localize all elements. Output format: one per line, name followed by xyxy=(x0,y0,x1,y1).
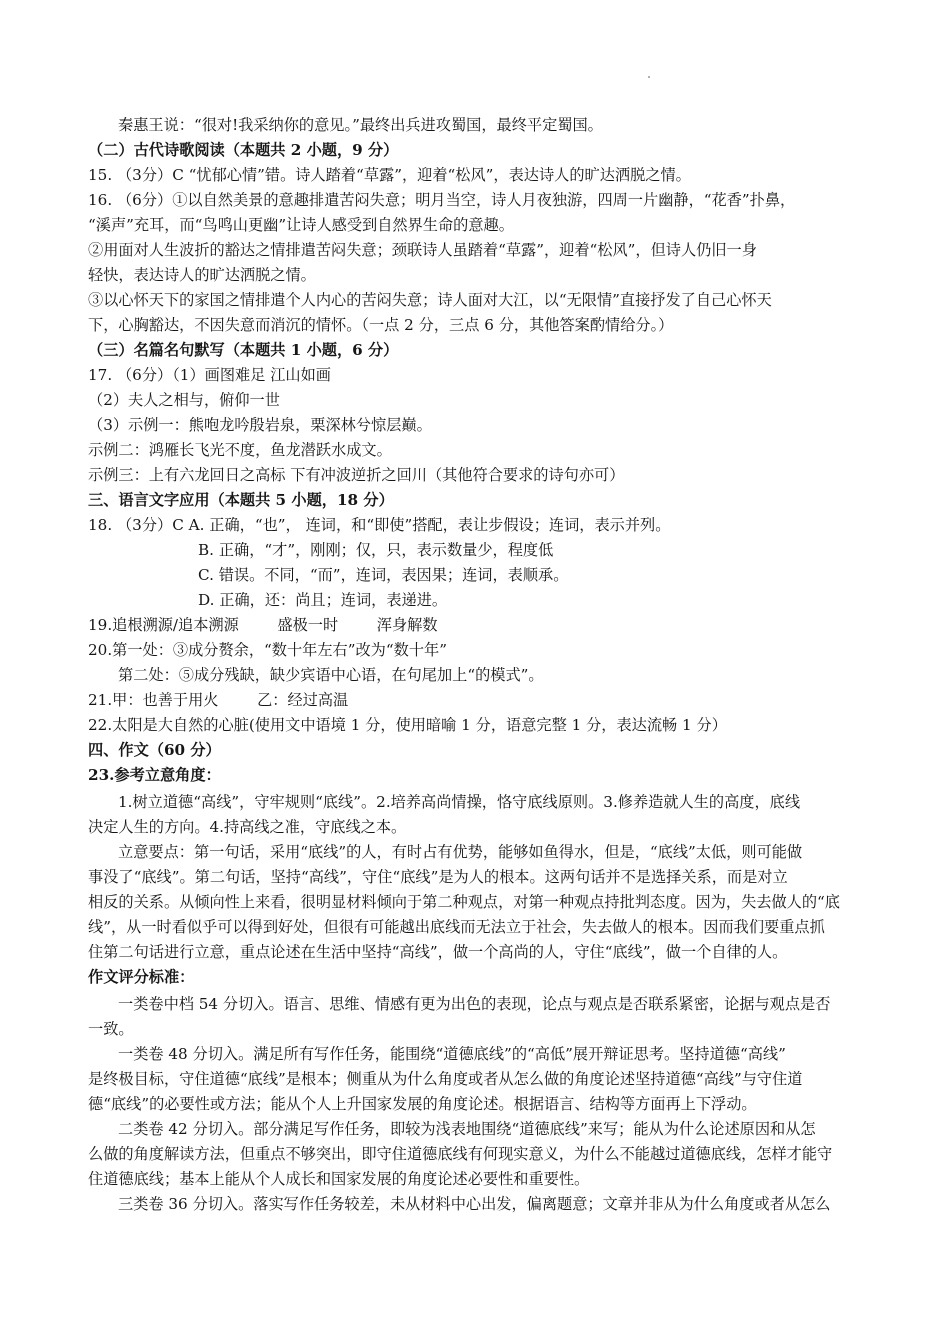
section-heading: 三、语言文字应用（本题共 5 小题，18 分） xyxy=(88,491,394,509)
text-line: 一类卷 48 分切入。满足所有写作任务，能围绕“道德底线”的“高低”展开辩证思考。坚持道德“高线” xyxy=(118,1045,786,1063)
text-line: 三类卷 36 分切入。落实写作任务较差，未从材料中心出发，偏离题意；文章并非从为什么角度或者从怎么 xyxy=(118,1195,831,1213)
option-line: B. 正确，“才”，刚刚；仅，只，表示数量少，程度低 xyxy=(198,541,554,559)
text-line: 事没了“底线”。第二句话，坚持“高线”，守住“底线”是为人的根本。这两句话并不是选择关系，而是对立 xyxy=(88,868,788,886)
text-line: 21.甲：也善于用火 乙：经过高温 xyxy=(88,691,349,709)
text-line: 下，心胸豁达，不因失意而消沉的情怀。（一点 2 分，三点 6 分，其他答案酌情给分。） xyxy=(88,316,674,334)
text-line: “溪声”充耳，而“鸟鸣山更幽”让诗人感受到自然界生命的意趣。 xyxy=(88,216,514,234)
text-line: （3）示例一：熊咆龙吟殷岩泉，栗深林兮惊层巅。 xyxy=(88,416,432,434)
section-heading: （二）古代诗歌阅读（本题共 2 小题，9 分） xyxy=(88,141,399,159)
section-heading: 四、作文（60 分） xyxy=(88,741,221,759)
text-line: 17. （6分）（1）画图难足 江山如画 xyxy=(88,366,331,384)
text-line: ②用面对人生波折的豁达之情排遣苦闷失意；颈联诗人虽踏着“草露”，迎着“松风”，但诗人仍旧一身 xyxy=(88,241,757,259)
text-line: 第二处：⑤成分残缺，缺少宾语中心语，在句尾加上“的模式”。 xyxy=(118,666,544,684)
text-line: 一类卷中档 54 分切入。语言、思维、情感有更为出色的表现，论点与观点是否联系紧密，论据与观点是否 xyxy=(118,995,831,1013)
option-line: C. 错误。不同，“而”，连词，表因果；连词，表顺承。 xyxy=(198,566,569,584)
text-line: 19.追根溯源/追本溯源 盛极一时 浑身解数 xyxy=(88,616,438,634)
text-line: 示例三：上有六龙回日之高标 下有冲波逆折之回川（其他符合要求的诗句亦可） xyxy=(88,466,625,484)
text-line: 住道德底线；基本上能从个人成长和国家发展的角度论述必要性和重要性。 xyxy=(88,1170,590,1188)
text-line: 20.第一处：③成分赘余，“数十年左右”改为“数十年” xyxy=(88,641,447,659)
text-line: 立意要点：第一句话，采用“底线”的人，有时占有优势，能够如鱼得水，但是，“底线”太低，则可能做 xyxy=(118,843,803,861)
text-line: ③以心怀天下的家国之情排遣个人内心的苦闷失意；诗人面对大江，以“无限情”直接抒发了自己心怀天 xyxy=(88,291,772,309)
text-line: 德“底线”的必要性或方法；能从个人上升国家发展的角度论述。根据语言、结构等方面再上下浮动。 xyxy=(88,1095,757,1113)
text-line: 15. （3分）C “忧郁心情”错。诗人踏着“草露”，迎着“松风”，表达诗人的旷达洒脱之情。 xyxy=(88,166,691,184)
text-line: 18. （3分）C A. 正确，“也”， 连词，和“即使”搭配，表让步假设；连词，表示并列。 xyxy=(88,516,671,534)
section-heading: 作文评分标准： xyxy=(88,968,195,986)
text-line: 决定人生的方向。4.持高线之准，守底线之本。 xyxy=(88,818,407,836)
text-line: 是终极目标，守住道德“底线”是根本；侧重从为什么角度或者从怎么做的角度论述坚持道德“高线”与守住道 xyxy=(88,1070,803,1088)
text-line: 相反的关系。从倾向性上来看，很明显材料倾向于第二种观点，对第一种观点持批判态度。因为，失去做人的“底 xyxy=(88,893,840,911)
text-line: 一致。 xyxy=(88,1020,134,1038)
text-line: 示例二：鸿雁长飞光不度，鱼龙潜跃水成文。 xyxy=(88,441,392,459)
section-heading: 23.参考立意角度： xyxy=(88,766,221,784)
text-line: 住第二句话进行立意，重点论述在生活中坚持“高线”，做一个高尚的人，守住“底线”，做一个自律的人。 xyxy=(88,943,788,961)
text-line: 16. （6分）①以自然美景的意趣排遣苦闷失意；明月当空，诗人月夜独游，四周一片幽静，“花香”扑鼻， xyxy=(88,191,796,209)
scan-speck xyxy=(648,76,650,78)
option-line: D. 正确，还：尚且；连词，表递进。 xyxy=(198,591,448,609)
text-line: （2）夫人之相与，俯仰一世 xyxy=(88,391,280,409)
text-line: 22.太阳是大自然的心脏(使用文中语境 1 分，使用暗喻 1 分，语意完整 1 分，表达流畅 1 分） xyxy=(88,716,727,734)
section-heading: （三）名篇名句默写（本题共 1 小题，6 分） xyxy=(88,341,399,359)
text-line: 二类卷 42 分切入。部分满足写作任务，即较为浅表地围绕“道德底线”来写；能从为什么论述原因和从怎 xyxy=(118,1120,816,1138)
text-line: 秦惠王说：“很对!我采纳你的意见。”最终出兵进攻蜀国，最终平定蜀国。 xyxy=(118,116,603,134)
text-line: 么做的角度解读方法，但重点不够突出，即守住道德底线有何现实意义，为什么不能越过道德底线，怎样才能守 xyxy=(88,1145,833,1163)
text-line: 轻快，表达诗人的旷达洒脱之情。 xyxy=(88,266,316,284)
text-line: 1.树立道德“高线”，守牢规则“底线”。2.培养高尚情操，恪守底线原则。3.修养造就人生的高度，底线 xyxy=(118,793,801,811)
text-line: 线”，从一时看似乎可以得到好处，但很有可能越出底线而无法立于社会，失去做人的根本。因而我们要重点抓 xyxy=(88,918,825,936)
